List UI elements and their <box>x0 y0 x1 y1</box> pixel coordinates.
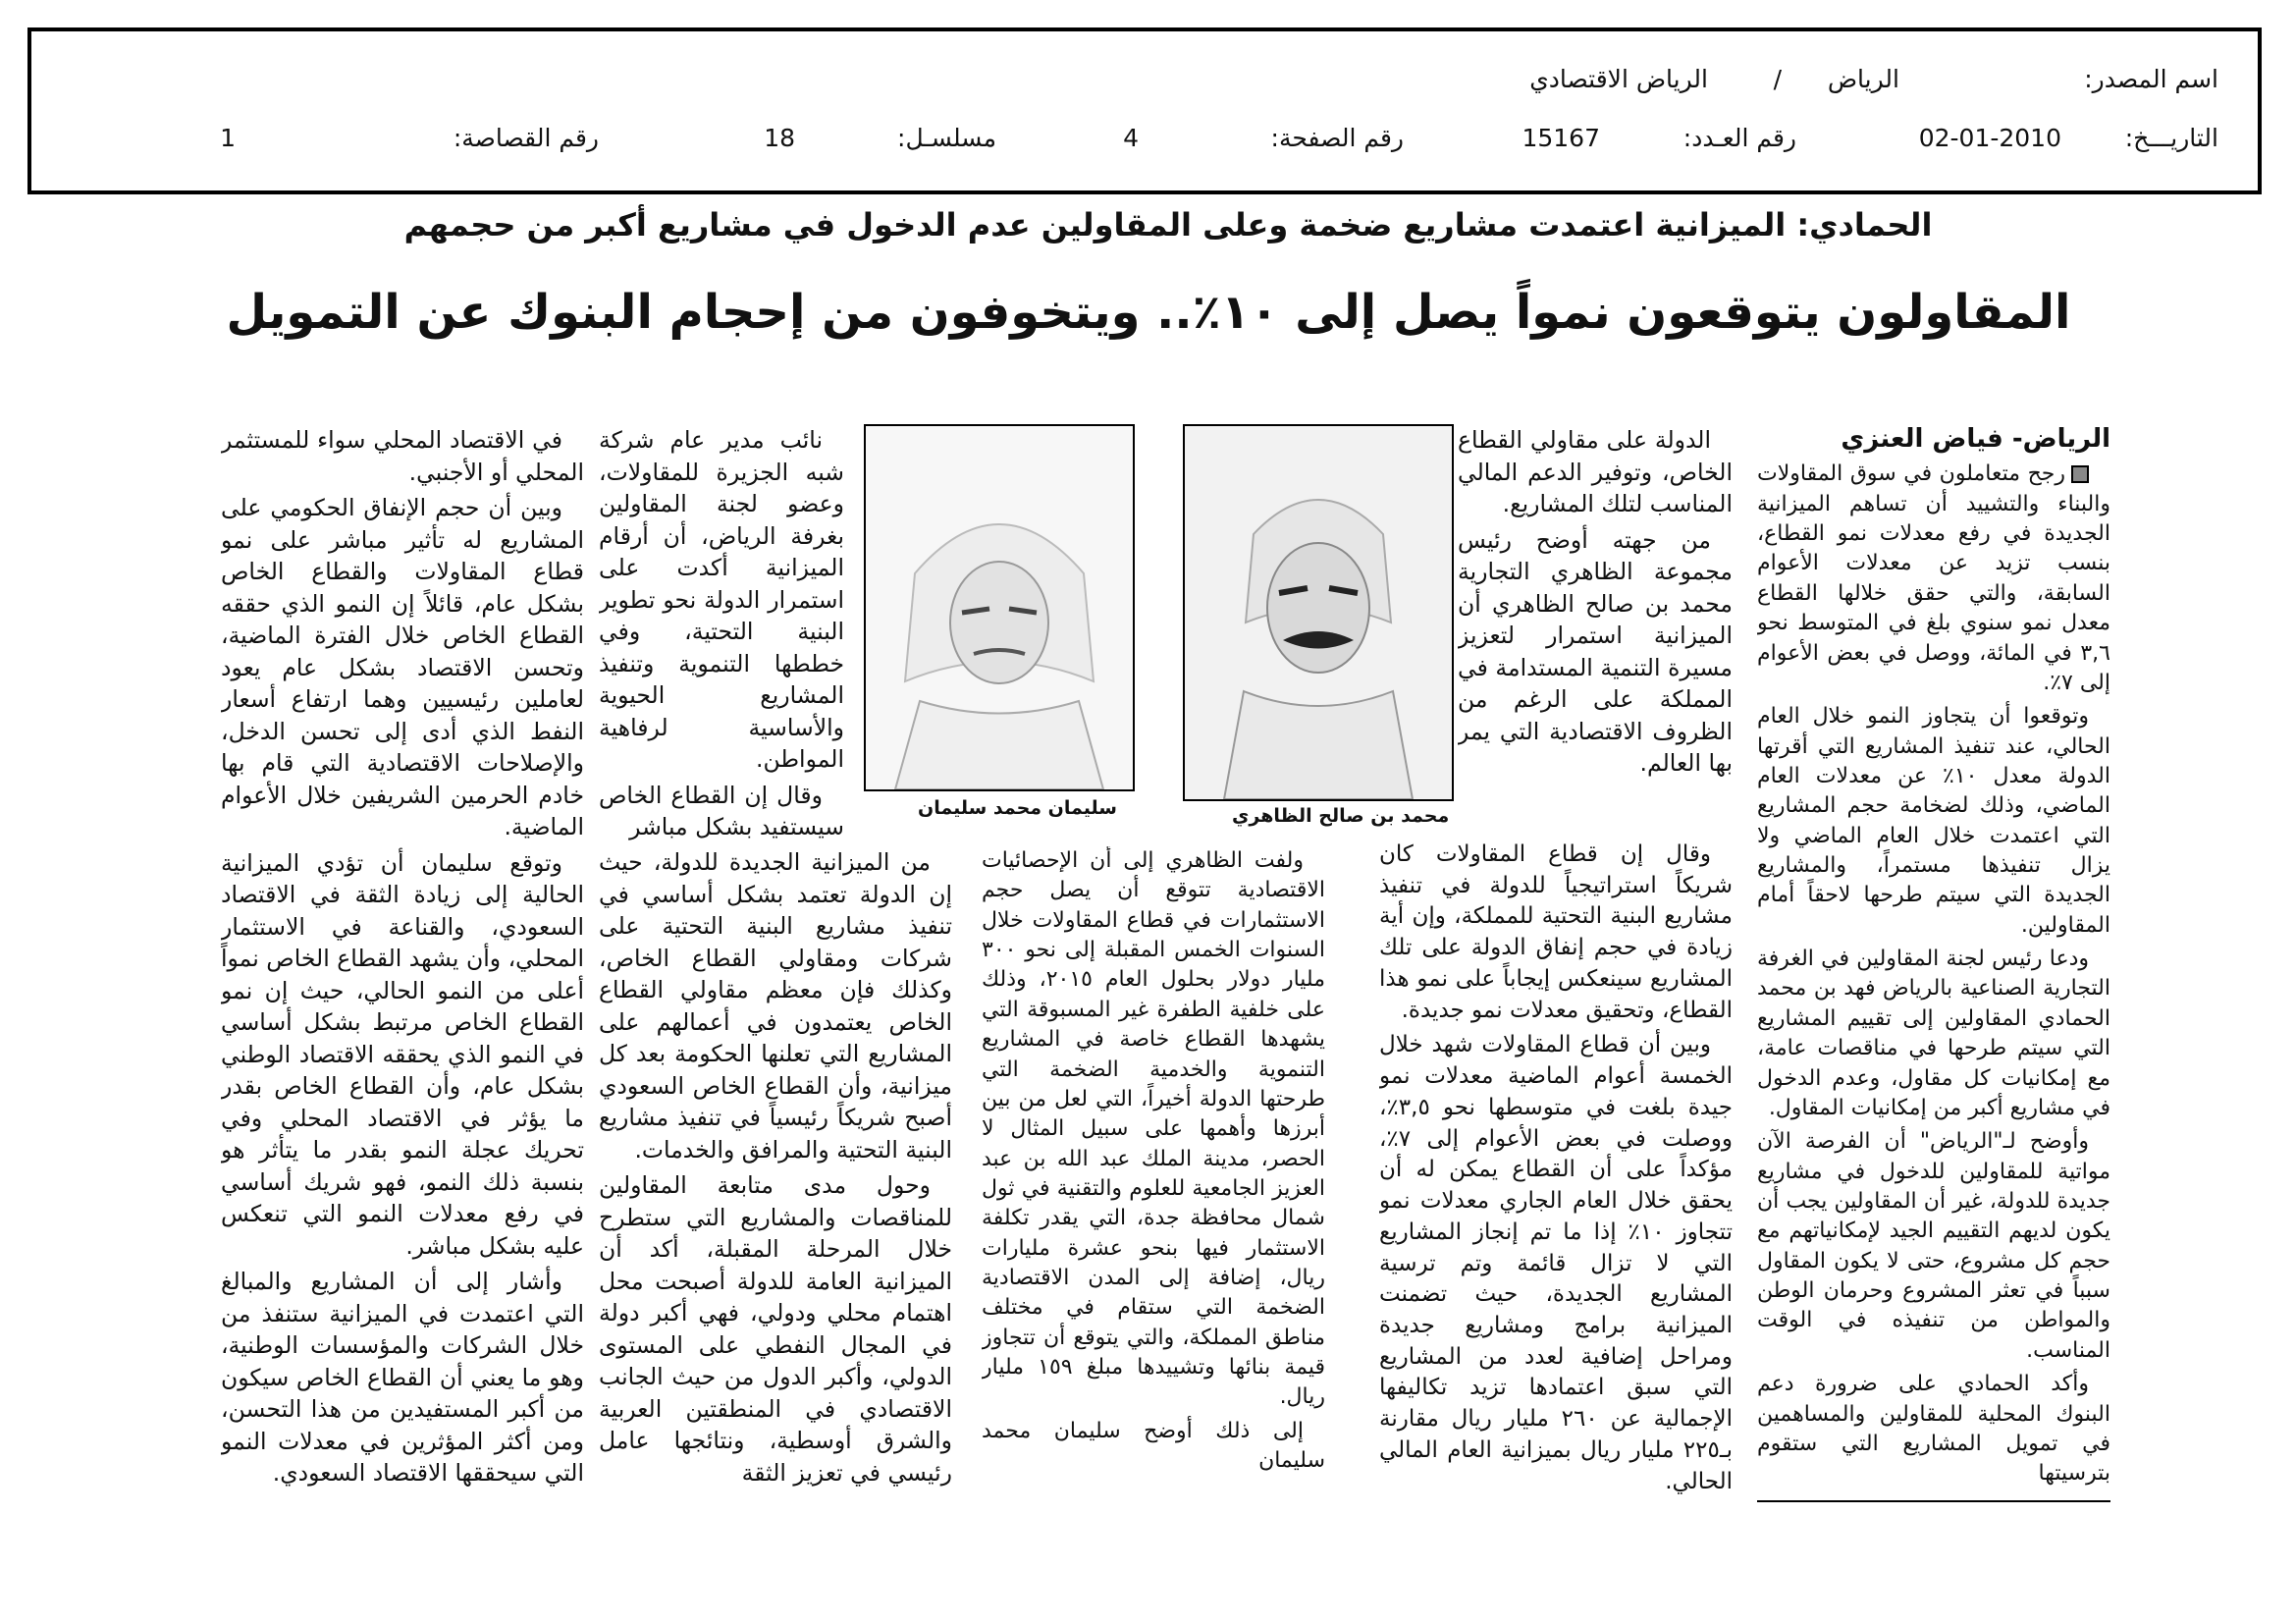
issue-value: 15167 <box>1522 124 1600 152</box>
paragraph: ولفت الظاهري إلى أن الإحصائيات الاقتصادية تتوقع أن يصل حجم الاستثمارات في قطاع المقاولات خلال السنوات الخمس المقبلة إلى نحو ٣٠٠ مليار دولار بحلول العام ٢٠١٥، وذلك على خلفية الطفرة غير المسبوقة التي يشهدها القطاع خاصة في المشاريع التنموية والخدمية الضخمة التي طرحتها الدولة أخيراً، التي لعل من بين أبرزها وأهمها على سبيل المثال لا الحصر، مدينة الملك عبد الله بن عبد العزيز الجامعية للعلوم والتقنية في ثول شمال محافظة جدة، التي يقدر تكلفة الاستثمار فيها بنحو عشرة مليارات ريال، إضافة إلى المدن الاقتصادية الضخمة التي ستقام في مختلف مناطق المملكة، والتي يتوقع أن تتجاوز قيمة بنائها وتشييدها مبلغ ١٥٩ مليار ريال. <box>982 848 1325 1410</box>
paragraph: رجح متعاملون في سوق المقاولات والبناء والتشييد أن تساهم الميزانية الجديدة في رفع معدلات نمو القطاع، بنسب تزيد عن معدلات الأعوام السابقة، والتي حقق خلالها القطاع معدل نمو سنوي بلغ في المتوسط نحو ٣,٦ في المائة، ووصل في بعض الأعوام إلى ٧٪. <box>1757 461 2110 695</box>
portrait-photo-suleiman <box>864 424 1135 791</box>
paragraph: وأشار إلى أن المشاريع والمبالغ التي اعتمدت في الميزانية ستنفذ من خلال الشركات والمؤسسات الوطنية، وهو ما يعني أن القطاع الخاص سيكون من أكبر المستفيدين من هذا التحسن، ومن أكثر المؤثرين في معدلات النمو التي سيحققها الاقتصاد السعودي. <box>221 1268 584 1487</box>
paragraph: من الميزانية الجديدة للدولة، حيث إن الدولة تعتمد بشكل أساسي في تنفيذ مشاريع البنية التحتية على شركات ومقاولي القطاع الخاص، وكذلك فإن معظم مقاولي القطاع الخاص يعتمدون في أعمالهم على المشاريع التي تعلنها الحكومة بعد كل ميزانية، وأن القطاع الخاص السعودي أصبح شريكاً رئيسياً في تنفيذ مشاريع البنية التحتية والمرافق والخدمات. <box>599 848 952 1164</box>
article-subheadline: الحمادي: الميزانية اعتمدت مشاريع ضخمة وعلى المقاولين عدم الدخول في مشاريع أكبر من حجمهم <box>403 206 1933 244</box>
paragraph: وبين أن قطاع المقاولات شهد خلال الخمسة أعوام الماضية معدلات نمو جيدة بلغت في متوسطها نحو ٣,٥٪، ووصلت في بعض الأعوام إلى ٧٪، مؤكداً على أن القطاع يمكن له أن يحقق خلال العام الجاري معدلات نمو تتجاوز ١٠٪ إذا ما تم إنجاز المشاريع التي لا تزال قائمة وتم ترسية المشاريع الجديدة، حيث تضمنت الميزانية برامج ومشاريع جديدة ومراحل إضافية لعدد من المشاريع التي سبق اعتمادها تزيد تكاليفها الإجمالية عن ٢٦٠ مليار ريال مقارنة بـ٢٢٥ مليار ريال بميزانية العام المالي الحالي. <box>1379 1032 1733 1494</box>
paragraph: نائب مدير عام شركة شبه الجزيرة للمقاولات، وعضو لجنة المقاولين بغرفة الرياض، أن أرقام الميزانية أكدت على استمرار الدولة نحو تطوير البنية التحتية، وفي خططها التنموية وتنفيذ المشاريع الحيوية والأساسية لرفاهية المواطن. <box>599 426 844 773</box>
photo-caption-aldhahiri: محمد بن صالح الظاهري <box>1232 805 1450 827</box>
article-column-6 <box>221 424 584 1504</box>
paragraph: إلى ذلك أوضح سليمان محمد سليمان <box>982 1418 1325 1474</box>
paragraph: في الاقتصاد المحلي سواء للمستثمر المحلي أو الأجنبي. <box>221 426 584 486</box>
paragraph: وتوقع سليمان أن تؤدي الميزانية الحالية إلى زيادة الثقة في الاقتصاد السعودي، والقناعة في الاستثمار المحلي، وأن يشهد القطاع الخاص نمواً أعلى من النمو الحالي، حيث إن نمو القطاع الخاص مرتبط بشكل أساسي في النمو الذي يحققه الاقتصاد الوطني بشكل عام، وأن القطاع الخاص بقدر ما يؤثر في الاقتصاد المحلي وفي تحريك عجلة النمو بقدر ما يتأثر هو بنسبة ذلك النمو، فهو شريك أساسي في رفع معدلات النمو التي تنعكس عليه بشكل مباشر. <box>221 848 584 1260</box>
paragraph: من جهته أوضح رئيس مجموعة الظاهري التجارية محمد بن صالح الظاهري أن الميزانية استمرار لتعزيز مسيرة التنمية المستدامة في المملكة على الرغم من الظروف الاقتصادية التي يمر بها العالم. <box>1458 525 1733 777</box>
source-value-economic: الرياض الاقتصادي <box>1529 65 1708 93</box>
paragraph: وأوضح لـ"الرياض" أن الفرصة الآن مواتية للمقاولين للدخول في مشاريع جديدة للدولة، غير أن المقاولين يجب أن يكون لديهم التقييم الجيد لإمكانياتهم مع حجم كل مشروع، حتى لا يكون المقاول سبباً في تعثر المشروع وحرمان الوطن والمواطن من تنفيذه في الوقت المناسب. <box>1757 1129 2110 1363</box>
article-column-3 <box>982 846 1325 1504</box>
byline: الرياض- فياض العنزي <box>1841 424 2110 454</box>
paragraph: وحول مدى متابعة المقاولين للمناقصات والمشاريع التي ستطرح خلال المرحلة المقبلة، أكد أن الميزانية العامة للدولة أصبحت محل اهتمام محلي ودولي، فهي أكبر دولة في المجال النفطي على المستوى الدولي، وأكبر الدول من حيث الجانب الاقتصادي في المنطقتين العربية والشرق أوسطية، ونتائجها عامل رئيسي في تعزيز الثقة <box>599 1171 952 1487</box>
clipping-header <box>27 27 2262 194</box>
article-column-1 <box>1757 424 2110 1504</box>
paragraph: وتوقعوا أن يتجاوز النمو خلال العام الحالي، عند تنفيذ المشاريع التي أقرتها الدولة معدل ١٠٪ عن معدلات العام الماضي، وذلك لضخامة حجم المشاريع التي اعتمدت خلال العام الماضي ولا يزال تنفيذها مستمراً، والمشاريع الجديدة التي سيتم طرحها لاحقاً أمام المقاولين. <box>1757 704 2110 938</box>
clip-value: 1 <box>220 124 236 152</box>
paragraph: وبين أن حجم الإنفاق الحكومي على المشاريع له تأثير مباشر على نمو قطاع المقاولات والقطاع الخاص بشكل عام، قائلاً إن النمو الذي حققه القطاع الخاص خلال الفترة الماضية، وتحسن الاقتصاد بشكل عام يعود لعاملين رئيسيين وهما ارتفاع أسعار النفط الذي أدى إلى تحسن الدخل، والإصلاحات الاقتصادية التي قام بها خادم الحرمين الشريفين خلال الأعوام الماضية. <box>221 494 584 840</box>
source-value-riyadh: الرياض <box>1827 65 1899 93</box>
portrait-photo-aldhahiri <box>1183 424 1454 801</box>
page-value: 4 <box>1123 124 1139 152</box>
date-label: التاريـــخ: <box>2124 124 2218 152</box>
serial-value: 18 <box>764 124 795 152</box>
paragraph: الدولة على مقاولي القطاع الخاص، وتوفير الدعم المالي المناسب لتلك المشاريع. <box>1458 426 1733 517</box>
source-separator: / <box>1773 65 1782 93</box>
column-end-rule <box>1757 1500 2110 1502</box>
serial-label: مسلسـل: <box>897 124 996 152</box>
bullet-square-icon <box>2071 465 2089 483</box>
photo-caption-suleiman: سليمان محمد سليمان <box>918 797 1117 819</box>
issue-label: رقم العـدد: <box>1682 124 1796 152</box>
source-label: اسم المصدر: <box>2084 65 2218 93</box>
article-column-4 <box>599 846 952 1504</box>
paragraph: ودعا رئيس لجنة المقاولين في الغرفة التجارية الصناعية بالرياض فهد بن محمد الحمادي المقاولين إلى تقييم المشاريع التي سيتم طرحها في مناقصات عامة، مع إمكانيات كل مقاول، وعدم الدخول في مشاريع أكبر من إمكانيات المقاول. <box>1757 947 2110 1120</box>
paragraph: وقال إن قطاع المقاولات كان شريكاً استراتيجياً للدولة في تنفيذ مشاريع البنية التحتية للمملكة، وإن أية زيادة في حجم إنفاق الدولة على تلك المشاريع سينعكس إيجاباً على نمو هذا القطاع، وتحقيق معدلات نمو جديدة. <box>1379 841 1733 1023</box>
clip-label: رقم القصاصة: <box>453 124 599 152</box>
portrait-man-icon <box>866 426 1133 789</box>
page-label: رقم الصفحة: <box>1270 124 1404 152</box>
date-value: 02-01-2010 <box>1918 124 2061 152</box>
article-headline: المقاولون يتوقعون نمواً يصل إلى ١٠٪.. ويتخوفون من إحجام البنوك عن التمويل <box>226 285 2071 340</box>
article-column-2-bottom <box>1379 839 1733 1504</box>
paragraph: وأكد الحمادي على ضرورة دعم البنوك المحلية للمقاولين والمساهمين في تمويل المشاريع التي ستقوم بترسيتها <box>1757 1372 2110 1487</box>
paragraph: وقال إن القطاع الخاص سيستفيد بشكل مباشر <box>599 781 844 840</box>
portrait-man-icon <box>1185 426 1452 799</box>
